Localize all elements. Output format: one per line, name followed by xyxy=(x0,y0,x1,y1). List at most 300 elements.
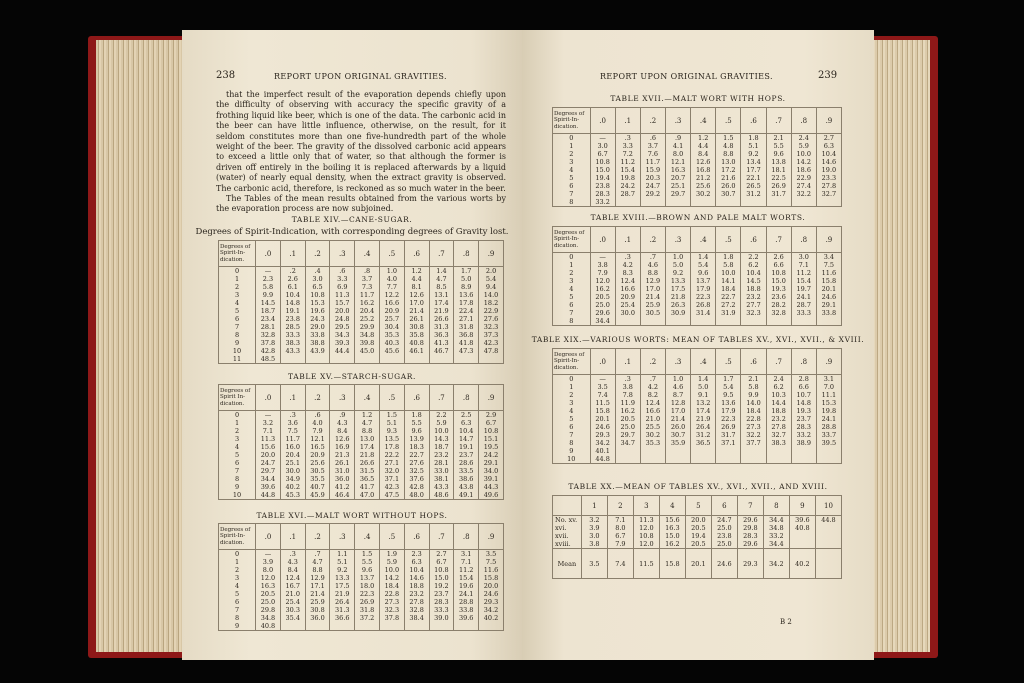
gravity-cell xyxy=(691,455,716,464)
table-row xyxy=(219,347,504,355)
gravity-cell: .6 xyxy=(640,134,665,143)
gravity-cell: 3.9 xyxy=(256,558,281,566)
gravity-cell: 7.4 xyxy=(590,391,615,399)
gravity-cell: 29.5 xyxy=(330,323,355,331)
gravity-cell: 19.7 xyxy=(791,285,816,293)
corner-cell xyxy=(553,496,582,516)
column-header: .1 xyxy=(280,241,305,267)
table-title: TABLE XIX.—VARIOUS WORTS: MEAN OF TABLES XV., XVI., XVII., & XVIII. xyxy=(531,335,865,344)
gravity-cell xyxy=(791,317,816,326)
gravity-cell: 25.9 xyxy=(640,301,665,309)
gravity-cell: 14.4 xyxy=(766,399,791,407)
column-header: 6 xyxy=(711,496,737,516)
gravity-cell: 30.5 xyxy=(640,309,665,317)
gravity-cell: 26.3 xyxy=(665,301,690,309)
gravity-cell: 20.5 xyxy=(256,590,281,598)
degree-cell: 11 xyxy=(219,355,256,364)
gravity-cell: 25.4 xyxy=(615,301,640,309)
degree-cell: 7 xyxy=(219,606,256,614)
column-header: .0 xyxy=(590,227,615,253)
table-malt-wort-without-hops xyxy=(218,523,504,631)
gravity-cell: 4.0 xyxy=(305,419,330,427)
gravity-cell: 3.6 xyxy=(280,419,305,427)
gravity-cell: 6.6 xyxy=(791,383,816,391)
value-cell: 12.0 xyxy=(639,524,654,532)
degree-cell: 0 xyxy=(553,375,591,384)
gravity-cell: 3.5 xyxy=(479,550,504,559)
gravity-cell: 20.5 xyxy=(590,293,615,301)
degree-cell: 5 xyxy=(553,174,591,182)
column-header: .3 xyxy=(330,385,355,411)
table-title: TABLE XVII.—MALT WORT WITH HOPS. xyxy=(610,94,786,103)
gravity-cell: 5.5 xyxy=(766,142,791,150)
gravity-cell: 14.6 xyxy=(816,158,841,166)
value-cell: 24.7 xyxy=(717,516,732,524)
gravity-cell: 15.8 xyxy=(816,277,841,285)
value-cell: 39.6 xyxy=(795,516,810,524)
gravity-cell: 32.7 xyxy=(766,431,791,439)
gravity-cell xyxy=(429,622,454,631)
gravity-cell: 21.6 xyxy=(716,174,741,182)
table-row xyxy=(553,198,842,207)
gravity-cell: 38.8 xyxy=(305,339,330,347)
gravity-cell: 19.8 xyxy=(816,407,841,415)
degree-cell: 4 xyxy=(219,299,256,307)
gravity-cell xyxy=(640,447,665,455)
gravity-cell: 17.5 xyxy=(665,285,690,293)
table-row xyxy=(553,375,842,384)
gravity-cell: .3 xyxy=(280,411,305,420)
degree-cell: 2 xyxy=(553,391,591,399)
gravity-cell: 4.6 xyxy=(640,261,665,269)
gravity-cell: 36.0 xyxy=(305,614,330,622)
degree-cell: 7 xyxy=(219,467,256,475)
gravity-cell: 13.9 xyxy=(404,435,429,443)
gravity-cell: 6.2 xyxy=(766,383,791,391)
degree-cell: 0 xyxy=(219,411,256,420)
gravity-cell: 23.2 xyxy=(429,451,454,459)
gravity-cell xyxy=(791,447,816,455)
gravity-cell: 19.4 xyxy=(590,174,615,182)
value-cell: 33.2 xyxy=(769,532,784,540)
gravity-cell: 13.2 xyxy=(691,399,716,407)
gravity-cell: 42.8 xyxy=(404,483,429,491)
degree-cell: 3 xyxy=(219,291,256,299)
gravity-cell: 28.2 xyxy=(766,301,791,309)
gravity-cell: 22.3 xyxy=(716,415,741,423)
gravity-cell: 34.4 xyxy=(256,475,281,483)
gravity-cell: 4.4 xyxy=(404,275,429,283)
gravity-cell: 7.5 xyxy=(280,427,305,435)
gravity-cell: 29.1 xyxy=(479,459,504,467)
gravity-cell: .8 xyxy=(355,267,380,276)
column-header: .4 xyxy=(355,241,380,267)
gravity-cell: 3.0 xyxy=(590,142,615,150)
gravity-cell: 17.8 xyxy=(454,299,479,307)
degree-cell: 10 xyxy=(553,455,591,464)
gravity-cell: 9.6 xyxy=(404,427,429,435)
gravity-cell: 8.8 xyxy=(716,150,741,158)
gravity-cell xyxy=(665,317,690,326)
degree-cell: 3 xyxy=(553,399,591,407)
column-header: .8 xyxy=(791,227,816,253)
gravity-cell: 13.7 xyxy=(355,574,380,582)
degree-cell: 8 xyxy=(553,317,591,326)
gravity-cell: 33.8 xyxy=(454,606,479,614)
gravity-cell: 20.4 xyxy=(280,451,305,459)
value-stack xyxy=(815,516,841,549)
gravity-cell: 8.0 xyxy=(665,150,690,158)
gravity-cell: 24.6 xyxy=(816,293,841,301)
degree-cell: 9 xyxy=(219,622,256,631)
gravity-cell: 5.8 xyxy=(741,383,766,391)
gravity-cell: 18.3 xyxy=(404,443,429,451)
gravity-cell: 2.3 xyxy=(404,550,429,559)
gravity-cell: 26.1 xyxy=(330,459,355,467)
gravity-cell: 40.7 xyxy=(305,483,330,491)
gravity-cell: 2.1 xyxy=(741,375,766,384)
gravity-cell: 3.0 xyxy=(305,275,330,283)
gravity-cell xyxy=(615,317,640,326)
value-cell: 12.0 xyxy=(639,540,654,548)
gravity-cell: 32.8 xyxy=(404,606,429,614)
gravity-cell: 33.0 xyxy=(429,467,454,475)
gravity-cell: 26.0 xyxy=(665,423,690,431)
gravity-cell: 20.3 xyxy=(640,174,665,182)
column-header: .7 xyxy=(766,227,791,253)
gravity-cell: .3 xyxy=(280,550,305,559)
degree-cell: 0 xyxy=(219,267,256,276)
gravity-cell: 7.5 xyxy=(479,558,504,566)
gravity-cell: 17.4 xyxy=(355,443,380,451)
table-row xyxy=(219,291,504,299)
gravity-cell: 9.2 xyxy=(665,269,690,277)
gravity-cell: 26.6 xyxy=(429,315,454,323)
gravity-cell: 1.5 xyxy=(379,411,404,420)
gravity-cell: 29.7 xyxy=(256,467,281,475)
gravity-cell: 5.5 xyxy=(355,558,380,566)
mean-cell: 24.6 xyxy=(711,549,737,579)
gravity-cell: 36.8 xyxy=(454,331,479,339)
table-row xyxy=(219,550,504,559)
degree-cell: 2 xyxy=(219,283,256,291)
gravity-cell: 5.0 xyxy=(454,275,479,283)
gravity-cell: 6.9 xyxy=(330,283,355,291)
degree-cell: 3 xyxy=(219,435,256,443)
value-cell: 23.8 xyxy=(717,532,732,540)
gravity-cell: 45.3 xyxy=(280,491,305,500)
table-row xyxy=(219,299,504,307)
value-cell: 7.1 xyxy=(615,516,626,524)
column-header: 10 xyxy=(815,496,841,516)
gravity-cell: 47.3 xyxy=(454,347,479,355)
gravity-cell: 33.3 xyxy=(280,331,305,339)
gravity-cell: 27.1 xyxy=(454,315,479,323)
table-row xyxy=(553,166,842,174)
gravity-cell: 39.8 xyxy=(355,339,380,347)
table-row xyxy=(219,323,504,331)
gravity-cell: 44.8 xyxy=(590,455,615,464)
table-row xyxy=(219,331,504,339)
gravity-cell: 2.1 xyxy=(766,134,791,143)
value-cell: 20.5 xyxy=(691,540,706,548)
gravity-cell: 4.7 xyxy=(305,558,330,566)
table-brown-pale-malt-worts xyxy=(552,226,842,326)
gravity-cell xyxy=(280,622,305,631)
gravity-cell: 18.6 xyxy=(791,166,816,174)
gravity-cell: 10.4 xyxy=(280,291,305,299)
table-row xyxy=(219,459,504,467)
column-header: .6 xyxy=(741,227,766,253)
gravity-cell: 20.7 xyxy=(665,174,690,182)
gravity-cell: 49.6 xyxy=(479,491,504,500)
gravity-cell xyxy=(330,622,355,631)
degree-cell: 1 xyxy=(219,558,256,566)
gravity-cell: 20.9 xyxy=(379,307,404,315)
gravity-cell: 35.3 xyxy=(379,331,404,339)
column-header: .0 xyxy=(256,524,281,550)
gravity-cell: 14.7 xyxy=(454,435,479,443)
gravity-cell: 4.2 xyxy=(640,383,665,391)
degree-cell: 7 xyxy=(553,190,591,198)
gravity-cell xyxy=(280,355,305,364)
column-header: .2 xyxy=(640,227,665,253)
gravity-cell: 18.4 xyxy=(716,285,741,293)
open-book xyxy=(88,30,938,660)
gravity-cell: 7.5 xyxy=(816,261,841,269)
value-cell: 3.9 xyxy=(589,524,600,532)
gravity-cell xyxy=(355,622,380,631)
column-header: .3 xyxy=(330,524,355,550)
gravity-cell xyxy=(741,447,766,455)
gravity-cell: 23.2 xyxy=(741,293,766,301)
gravity-cell: 2.6 xyxy=(280,275,305,283)
gravity-cell: 34.3 xyxy=(330,331,355,339)
gravity-cell: 26.5 xyxy=(741,182,766,190)
gravity-cell: 5.4 xyxy=(479,275,504,283)
gravity-cell: 33.7 xyxy=(816,431,841,439)
degrees-header: Degrees of Spirit In-dication. xyxy=(219,385,256,411)
gravity-cell: 25.1 xyxy=(665,182,690,190)
gravity-cell: 12.8 xyxy=(665,399,690,407)
gravity-cell: 29.0 xyxy=(305,323,330,331)
gravity-cell: 26.6 xyxy=(355,459,380,467)
gravity-cell: 2.4 xyxy=(766,375,791,384)
gravity-cell: 14.2 xyxy=(379,574,404,582)
table-row xyxy=(553,190,842,198)
gravity-cell: 10.8 xyxy=(479,427,504,435)
gravity-cell: 25.7 xyxy=(379,315,404,323)
value-cell: 25.0 xyxy=(717,524,732,532)
gravity-cell: 19.6 xyxy=(454,582,479,590)
column-header: .1 xyxy=(280,385,305,411)
table-row xyxy=(553,455,842,464)
value-cell: 25.0 xyxy=(717,540,732,548)
column-header: 5 xyxy=(685,496,711,516)
gravity-cell: 12.6 xyxy=(404,291,429,299)
table-row xyxy=(219,582,504,590)
column-header: .0 xyxy=(256,385,281,411)
gravity-cell: 25.0 xyxy=(590,301,615,309)
gravity-cell: 26.9 xyxy=(355,598,380,606)
gravity-cell: 10.0 xyxy=(379,566,404,574)
gravity-cell: 29.9 xyxy=(355,323,380,331)
gravity-cell: 26.0 xyxy=(716,182,741,190)
table-row xyxy=(219,451,504,459)
gravity-cell: 31.3 xyxy=(330,606,355,614)
column-header: .4 xyxy=(691,227,716,253)
gravity-cell: 40.3 xyxy=(379,339,404,347)
gravity-cell: 41.7 xyxy=(355,483,380,491)
value-cell: 16.2 xyxy=(665,540,680,548)
gravity-cell: 26.4 xyxy=(691,423,716,431)
degree-cell: 3 xyxy=(553,158,591,166)
table-title: TABLE XIV.—CANE-SUGAR. xyxy=(291,215,413,224)
gravity-cell xyxy=(454,355,479,364)
table-row xyxy=(553,261,842,269)
gravity-cell: 7.1 xyxy=(791,261,816,269)
paragraph: The Tables of the mean results obtained from the various worts by the evaporation process are now subjoined. xyxy=(216,194,506,214)
value-cell: 6.7 xyxy=(615,532,626,540)
table-row xyxy=(219,614,504,622)
gravity-cell: 1.2 xyxy=(691,134,716,143)
gravity-cell: 13.1 xyxy=(429,291,454,299)
column-header: .9 xyxy=(816,108,841,134)
gravity-cell: 20.5 xyxy=(615,415,640,423)
gravity-cell: 38.9 xyxy=(791,439,816,447)
signature-mark: B 2 xyxy=(780,618,792,626)
gravity-cell: 1.2 xyxy=(404,267,429,276)
column-header: .8 xyxy=(454,241,479,267)
gravity-cell: 1.0 xyxy=(665,375,690,384)
mean-row xyxy=(553,549,842,579)
gravity-cell: 29.7 xyxy=(665,190,690,198)
value-cell: 40.8 xyxy=(795,524,810,532)
gravity-cell: 22.8 xyxy=(379,590,404,598)
gravity-cell: 8.4 xyxy=(691,150,716,158)
value-stack xyxy=(607,516,633,549)
mean-cell: 20.1 xyxy=(685,549,711,579)
gravity-cell: .6 xyxy=(305,411,330,420)
column-header: 1 xyxy=(581,496,607,516)
degree-cell: 6 xyxy=(553,301,591,309)
column-header: .9 xyxy=(816,349,841,375)
gravity-cell: 5.5 xyxy=(404,419,429,427)
table-row xyxy=(553,407,842,415)
degree-cell: 4 xyxy=(553,285,591,293)
degree-cell: 7 xyxy=(553,431,591,439)
gravity-cell xyxy=(691,198,716,207)
gravity-cell: 14.3 xyxy=(429,435,454,443)
degree-cell: 8 xyxy=(553,198,591,207)
degree-cell: 3 xyxy=(553,277,591,285)
table-row xyxy=(553,309,842,317)
degree-cell: 5 xyxy=(219,307,256,315)
gravity-cell: 37.2 xyxy=(355,614,380,622)
degree-cell: 5 xyxy=(219,590,256,598)
gravity-cell: 30.0 xyxy=(615,309,640,317)
gravity-cell: 44.8 xyxy=(256,491,281,500)
gravity-cell: 1.8 xyxy=(404,411,429,420)
table-malt-wort-with-hops xyxy=(552,107,842,207)
gravity-cell: 20.1 xyxy=(590,415,615,423)
right-page xyxy=(522,30,874,660)
gravity-cell: 23.4 xyxy=(256,315,281,323)
gravity-cell xyxy=(305,622,330,631)
gravity-cell: 30.5 xyxy=(305,467,330,475)
gravity-cell: 40.1 xyxy=(590,447,615,455)
gravity-cell: 10.0 xyxy=(429,427,454,435)
gravity-cell: 8.0 xyxy=(256,566,281,574)
gravity-cell: — xyxy=(256,550,281,559)
mean-cell xyxy=(815,549,841,579)
table-row xyxy=(219,443,504,451)
gravity-cell: 31.7 xyxy=(766,190,791,198)
gravity-cell: 44.4 xyxy=(330,347,355,355)
gravity-cell: 35.4 xyxy=(280,614,305,622)
gravity-cell: 21.9 xyxy=(330,590,355,598)
page-edges-right xyxy=(870,40,930,652)
table-row xyxy=(553,301,842,309)
gravity-cell: 36.3 xyxy=(429,331,454,339)
table-row xyxy=(219,475,504,483)
gravity-cell: 47.8 xyxy=(479,347,504,355)
value-cell: 3.0 xyxy=(589,532,600,540)
gravity-cell: 8.8 xyxy=(355,427,380,435)
gravity-cell: 4.0 xyxy=(379,275,404,283)
gravity-cell: 14.6 xyxy=(404,574,429,582)
column-header: .5 xyxy=(379,385,404,411)
column-header: .3 xyxy=(665,227,690,253)
gravity-cell: 18.8 xyxy=(404,582,429,590)
gravity-cell: 31.8 xyxy=(454,323,479,331)
header-row xyxy=(219,524,504,550)
gravity-cell: 6.7 xyxy=(479,419,504,427)
gravity-cell: 34.8 xyxy=(256,614,281,622)
gravity-cell: 12.4 xyxy=(280,574,305,582)
gravity-cell: 16.3 xyxy=(665,166,690,174)
gravity-cell: 20.0 xyxy=(330,307,355,315)
gravity-cell: 1.4 xyxy=(691,253,716,262)
gravity-cell: .4 xyxy=(305,267,330,276)
gravity-cell: 12.0 xyxy=(590,277,615,285)
gravity-cell: 41.2 xyxy=(330,483,355,491)
gravity-cell: 13.3 xyxy=(665,277,690,285)
gravity-cell: 33.2 xyxy=(791,431,816,439)
gravity-cell: 18.8 xyxy=(741,285,766,293)
table-row xyxy=(219,491,504,500)
table-row xyxy=(219,355,504,364)
gravity-cell: 14.5 xyxy=(256,299,281,307)
table-row xyxy=(219,622,504,631)
gravity-cell: 31.2 xyxy=(741,190,766,198)
gravity-cell: 32.5 xyxy=(404,467,429,475)
row-label: xvii. xyxy=(555,532,569,540)
column-header: .4 xyxy=(691,349,716,375)
gravity-cell: 22.3 xyxy=(355,590,380,598)
gravity-cell: 19.2 xyxy=(429,582,454,590)
gravity-cell: 30.2 xyxy=(640,431,665,439)
gravity-cell: 11.6 xyxy=(816,269,841,277)
gravity-cell: 26.8 xyxy=(691,301,716,309)
gravity-cell: 7.1 xyxy=(256,427,281,435)
gravity-cell: .9 xyxy=(330,411,355,420)
gravity-cell: 14.5 xyxy=(741,277,766,285)
gravity-cell: 31.5 xyxy=(355,467,380,475)
gravity-cell: 46.4 xyxy=(330,491,355,500)
gravity-cell: 7.3 xyxy=(355,283,380,291)
gravity-cell: 33.2 xyxy=(590,198,615,207)
